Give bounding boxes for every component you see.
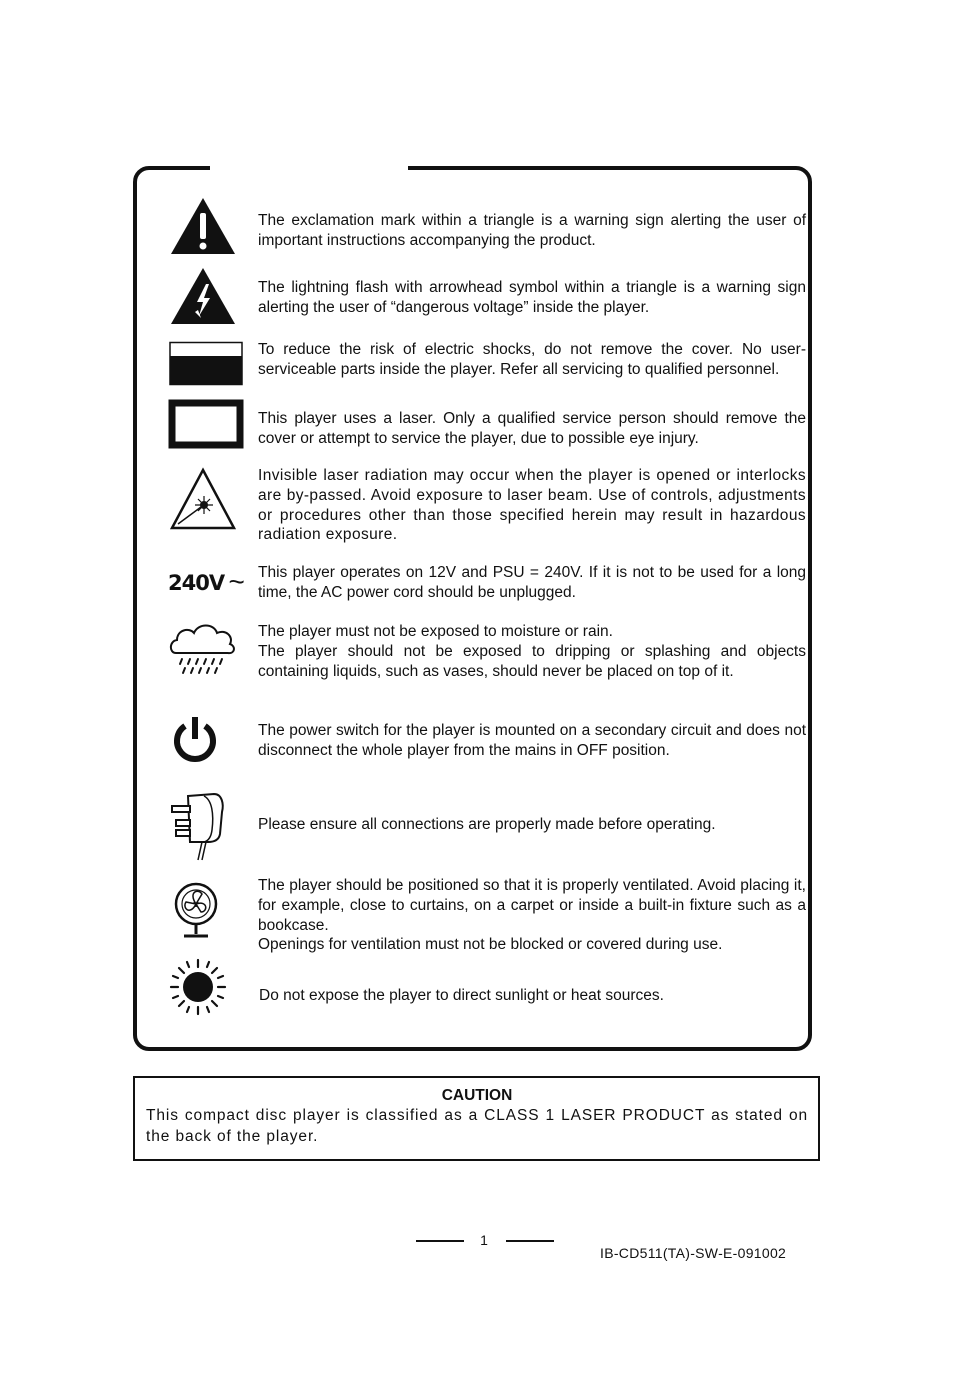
warning-text-voltage xyxy=(258,563,806,603)
voltage-label: 240V xyxy=(168,571,225,595)
sun-icon xyxy=(168,957,228,1022)
caution-box xyxy=(133,1076,820,1161)
warning-line: To reduce the risk of electric shocks, do not remove the cover. No user-serviceable parts inside the player. Refer all servicing to qualified personnel. xyxy=(258,341,806,378)
rain-cloud-icon xyxy=(168,619,238,682)
warning-text-connections xyxy=(258,815,806,835)
warning-line: The lightning flash with arrowhead symbol within a triangle is a warning sign alerting the user of “dangerous voltage” inside the player. xyxy=(258,279,806,316)
warning-text-ventilation xyxy=(258,876,806,955)
warning-line: The player should be positioned so that it is properly ventilated. Avoid placing it, for example, close to curtains, on a carpet or inside a built-in fixture such as a bookcase. xyxy=(258,877,806,934)
warning-text-exclamation xyxy=(258,211,806,251)
page-number: 1 xyxy=(480,1232,488,1248)
exclamation-triangle-icon xyxy=(168,196,238,261)
page-number-rule-left xyxy=(416,1240,464,1242)
frame-title-gap xyxy=(210,160,408,174)
warning-line: The player must not be exposed to moisture or rain. xyxy=(258,623,613,640)
caution-text: This compact disc player is classified as a CLASS 1 LASER PRODUCT as stated on the back of the player. xyxy=(146,1107,808,1145)
warning-text-power xyxy=(258,721,806,761)
voltage-icon xyxy=(168,565,254,597)
ac-tilde-icon: ~ xyxy=(228,566,245,597)
warning-line: Do not expose the player to direct sunlight or heat sources. xyxy=(259,987,664,1004)
warning-line: Invisible laser radiation may occur when the player is opened or interlocks are by-passed. Avoid exposure to laser beam. Use of controls, adjustments or procedures other than those specified herein may result in hazardous radiation exposure. xyxy=(258,467,806,544)
outlined-label-icon xyxy=(168,399,244,454)
warning-line: Please ensure all connections are properly made before operating. xyxy=(258,816,716,833)
warning-text-moisture xyxy=(258,622,806,681)
warning-text-radiation xyxy=(258,466,806,545)
warning-text-sunlight xyxy=(259,986,807,1006)
laser-triangle-icon xyxy=(168,467,238,536)
warning-line: This player uses a laser. Only a qualified service person should remove the cover or attempt to service the player, due to possible eye injury. xyxy=(258,410,806,447)
warning-text-laser-service xyxy=(258,409,806,449)
warning-line: Openings for ventilation must not be blocked or covered during use. xyxy=(258,936,723,954)
fan-icon xyxy=(168,878,226,945)
black-label-icon xyxy=(168,341,244,392)
power-icon xyxy=(168,713,222,772)
warning-line: The exclamation mark within a triangle is a warning sign alerting the user of important instructions accompanying the product. xyxy=(258,212,806,249)
warning-line: The player should not be exposed to dripping or splashing and objects containing liquids, such as vases, should never be placed on top of it. xyxy=(258,642,806,680)
plug-icon xyxy=(168,790,228,867)
warning-line: This player operates on 12V and PSU = 240V. If it is not to be used for a long time, the AC power cord should be unplugged. xyxy=(258,564,806,601)
document-id: IB-CD511(TA)-SW-E-091002 xyxy=(600,1245,787,1261)
warning-text-lightning xyxy=(258,278,806,318)
warning-line: The power switch for the player is mounted on a secondary circuit and does not disconnect the whole player from the mains in OFF position. xyxy=(258,722,806,759)
lightning-triangle-icon xyxy=(168,266,238,331)
caution-title: CAUTION xyxy=(441,1087,513,1104)
warning-text-cover xyxy=(258,340,806,380)
page-number-rule-right xyxy=(506,1240,554,1242)
